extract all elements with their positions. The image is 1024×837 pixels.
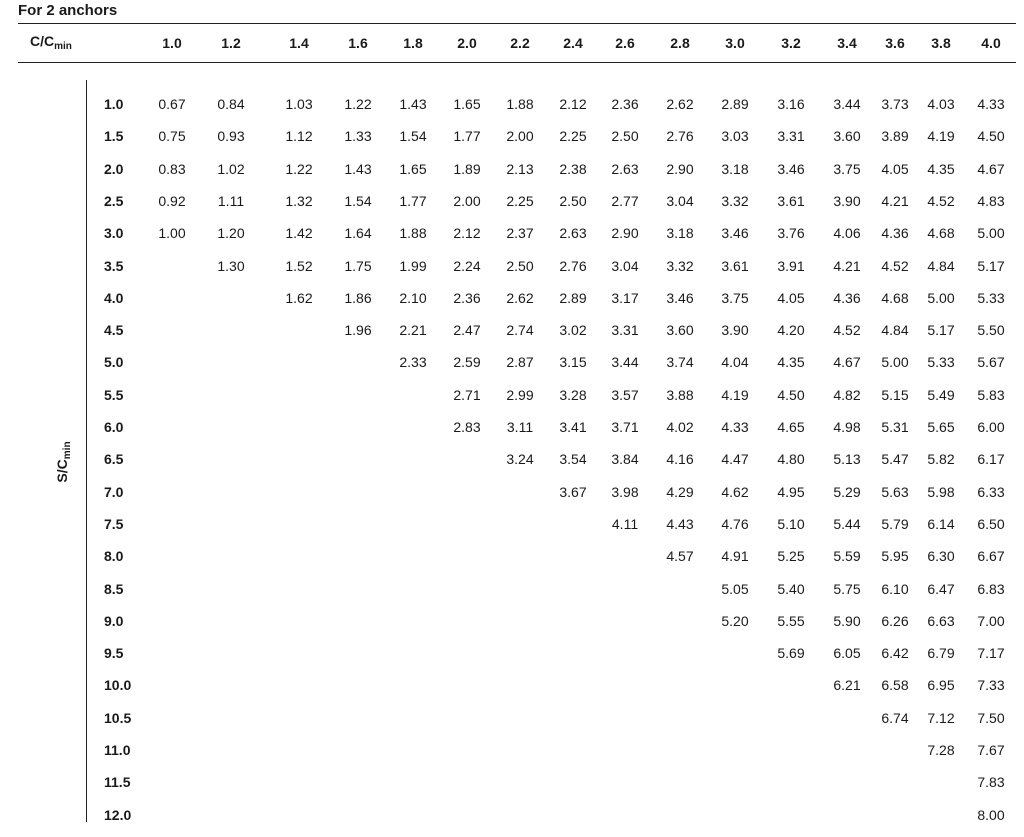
table-cell: 7.83 — [977, 774, 1005, 791]
table-cell: 6.83 — [977, 580, 1005, 597]
table-row — [0, 449, 1024, 481]
table-row — [0, 514, 1024, 546]
row-header: 7.0 — [104, 483, 124, 500]
table-cell: 6.47 — [927, 580, 955, 597]
row-header: 6.0 — [104, 419, 124, 435]
table-cell: 2.50 — [611, 128, 639, 145]
table-cell: 3.57 — [611, 386, 639, 403]
table-cell: 4.84 — [881, 322, 909, 339]
table-cell: 5.40 — [777, 580, 805, 597]
table-cell: 7.00 — [977, 612, 1005, 629]
table-cell: 5.00 — [977, 225, 1005, 242]
table-cell: 4.35 — [927, 160, 955, 177]
table-cell: 5.79 — [881, 515, 909, 532]
table-cell: 5.13 — [833, 451, 861, 468]
table-cell: 3.71 — [611, 419, 639, 435]
table-cell: 2.63 — [559, 225, 587, 242]
column-header: 1.6 — [348, 35, 368, 51]
table-cell: 1.64 — [344, 225, 372, 242]
table-row — [0, 352, 1024, 384]
table-cell: 5.69 — [777, 645, 805, 662]
table-cell: 8.00 — [977, 806, 1005, 823]
table-cell: 4.29 — [666, 483, 694, 500]
table-cell: 3.60 — [833, 128, 861, 145]
column-axis-label-text: C/C — [30, 33, 55, 49]
table-cell: 1.00 — [158, 225, 186, 242]
table-cell: 2.25 — [506, 192, 534, 209]
table-cell: 4.50 — [977, 128, 1005, 145]
table-row — [0, 223, 1024, 255]
table-cell: 4.98 — [833, 419, 861, 435]
table-cell: 3.44 — [833, 96, 861, 112]
table-cell: 2.36 — [453, 289, 481, 306]
table-cell: 1.42 — [285, 225, 313, 242]
table-cell: 5.50 — [977, 322, 1005, 339]
table-cell: 2.33 — [399, 354, 427, 371]
column-header: 4.0 — [981, 35, 1001, 51]
column-header: 1.2 — [221, 35, 241, 51]
column-header: 3.6 — [885, 35, 905, 51]
table-cell: 3.75 — [721, 289, 749, 306]
table-cell: 4.52 — [833, 322, 861, 339]
table-cell: 5.75 — [833, 580, 861, 597]
table-cell: 4.33 — [721, 419, 749, 435]
table-cell: 6.33 — [977, 483, 1005, 500]
table-cell: 3.16 — [777, 96, 805, 112]
table-row — [0, 191, 1024, 223]
table-cell: 4.05 — [881, 160, 909, 177]
table-cell: 5.10 — [777, 515, 805, 532]
table-cell: 4.21 — [881, 192, 909, 209]
table-cell: 3.18 — [721, 160, 749, 177]
column-header: 3.2 — [781, 35, 801, 51]
column-header: 1.0 — [162, 35, 182, 51]
column-header: 3.8 — [931, 35, 951, 51]
row-header: 4.5 — [104, 322, 124, 339]
table-cell: 3.90 — [721, 322, 749, 339]
table-cell: 2.83 — [453, 419, 481, 435]
table-cell: 1.77 — [399, 192, 427, 209]
table-cell: 4.76 — [721, 515, 749, 532]
table-cell: 3.41 — [559, 419, 587, 435]
table-cell: 3.84 — [611, 451, 639, 468]
table-cell: 4.62 — [721, 483, 749, 500]
column-header: 1.8 — [403, 35, 423, 51]
table-cell: 3.46 — [777, 160, 805, 177]
table-cell: 1.32 — [285, 192, 313, 209]
table-cell: 4.57 — [666, 548, 694, 565]
row-header: 3.5 — [104, 257, 124, 274]
table-cell: 1.02 — [217, 160, 245, 177]
table-cell: 3.11 — [506, 419, 534, 435]
table-cell: 2.10 — [399, 289, 427, 306]
table-cell: 2.62 — [506, 289, 534, 306]
table-cell: 4.50 — [777, 386, 805, 403]
table-cell: 5.05 — [721, 580, 749, 597]
table-cell: 3.04 — [666, 192, 694, 209]
table-cell: 5.33 — [927, 354, 955, 371]
table-cell: 2.63 — [611, 160, 639, 177]
table-cell: 2.90 — [611, 225, 639, 242]
table-cell: 4.84 — [927, 257, 955, 274]
table-cell: 2.25 — [559, 128, 587, 145]
table-cell: 2.12 — [453, 225, 481, 242]
row-header: 1.5 — [104, 128, 124, 145]
table-cell: 4.67 — [977, 160, 1005, 177]
table-row — [0, 320, 1024, 352]
table-row — [0, 611, 1024, 643]
table-cell: 4.36 — [833, 289, 861, 306]
table-cell: 5.17 — [977, 257, 1005, 274]
table-cell: 6.00 — [977, 419, 1005, 435]
table-cell: 3.18 — [666, 225, 694, 242]
table-cell: 1.43 — [399, 96, 427, 112]
table-cell: 3.61 — [777, 192, 805, 209]
table-cell: 4.36 — [881, 225, 909, 242]
table-cell: 3.32 — [666, 257, 694, 274]
table-cell: 1.86 — [344, 289, 372, 306]
column-header: 2.2 — [510, 35, 530, 51]
table-cell: 0.84 — [217, 96, 245, 112]
table-row — [0, 579, 1024, 611]
table-cell: 1.43 — [344, 160, 372, 177]
table-cell: 3.44 — [611, 354, 639, 371]
row-header: 11.5 — [104, 774, 131, 791]
row-header: 7.5 — [104, 515, 124, 532]
table-cell: 3.90 — [833, 192, 861, 209]
table-cell: 4.95 — [777, 483, 805, 500]
table-cell: 0.93 — [217, 128, 245, 145]
row-header: 4.0 — [104, 289, 124, 306]
table-cell: 1.96 — [344, 322, 372, 339]
table-cell: 1.12 — [285, 128, 313, 145]
table-cell: 0.67 — [158, 96, 186, 112]
row-header: 8.0 — [104, 548, 124, 565]
column-header: 2.6 — [615, 35, 635, 51]
table-cell: 4.47 — [721, 451, 749, 468]
table-cell: 4.68 — [881, 289, 909, 306]
column-header: 2.4 — [563, 35, 583, 51]
table-cell: 3.89 — [881, 128, 909, 145]
table-row — [0, 482, 1024, 514]
column-header: 3.4 — [837, 35, 857, 51]
table-cell: 5.59 — [833, 548, 861, 565]
table-cell: 4.20 — [777, 322, 805, 339]
row-header: 8.5 — [104, 580, 124, 597]
table-cell: 1.65 — [453, 96, 481, 112]
table-cell: 1.20 — [217, 225, 245, 242]
table-cell: 3.32 — [721, 192, 749, 209]
row-header: 9.0 — [104, 612, 124, 629]
table-cell: 1.75 — [344, 257, 372, 274]
table-cell: 4.19 — [721, 386, 749, 403]
table-cell: 7.50 — [977, 709, 1005, 726]
table-cell: 2.99 — [506, 386, 534, 403]
table-cell: 5.90 — [833, 612, 861, 629]
table-row — [0, 675, 1024, 707]
table-cell: 5.98 — [927, 483, 955, 500]
table-row — [0, 256, 1024, 288]
table-cell: 0.83 — [158, 160, 186, 177]
table-cell: 3.67 — [559, 483, 587, 500]
table-cell: 7.33 — [977, 677, 1005, 694]
table-cell: 6.17 — [977, 451, 1005, 468]
table-row — [0, 417, 1024, 449]
table-cell: 2.71 — [453, 386, 481, 403]
table-row — [0, 708, 1024, 740]
table-cell: 5.00 — [927, 289, 955, 306]
table-cell: 5.25 — [777, 548, 805, 565]
table-cell: 1.03 — [285, 96, 313, 112]
table-cell: 5.00 — [881, 354, 909, 371]
table-cell: 6.79 — [927, 645, 955, 662]
table-row — [0, 94, 1024, 126]
table-cell: 2.13 — [506, 160, 534, 177]
row-header: 2.5 — [104, 192, 124, 209]
table-cell: 5.33 — [977, 289, 1005, 306]
row-header: 3.0 — [104, 225, 124, 242]
table-row — [0, 546, 1024, 578]
table-cell: 3.74 — [666, 354, 694, 371]
table-cell: 1.62 — [285, 289, 313, 306]
table-cell: 4.33 — [977, 96, 1005, 112]
table-cell: 3.60 — [666, 322, 694, 339]
table-cell: 5.55 — [777, 612, 805, 629]
table-cell: 2.89 — [721, 96, 749, 112]
table-cell: 2.50 — [506, 257, 534, 274]
row-header: 6.5 — [104, 451, 124, 468]
table-cell: 3.54 — [559, 451, 587, 468]
table-cell: 3.17 — [611, 289, 639, 306]
table-cell: 5.17 — [927, 322, 955, 339]
table-cell: 5.31 — [881, 419, 909, 435]
table-cell: 6.10 — [881, 580, 909, 597]
table-cell: 1.54 — [344, 192, 372, 209]
table-cell: 5.47 — [881, 451, 909, 468]
table-cell: 2.37 — [506, 225, 534, 242]
table-cell: 6.14 — [927, 515, 955, 532]
table-cell: 1.54 — [399, 128, 427, 145]
table-cell: 3.03 — [721, 128, 749, 145]
table-cell: 1.11 — [217, 192, 245, 209]
table-cell: 4.52 — [881, 257, 909, 274]
table-cell: 1.89 — [453, 160, 481, 177]
table-cell: 2.90 — [666, 160, 694, 177]
table-cell: 2.00 — [506, 128, 534, 145]
table-cell: 3.28 — [559, 386, 587, 403]
table-caption: For 2 anchors — [18, 2, 118, 19]
table-cell: 0.75 — [158, 128, 186, 145]
table-cell: 4.21 — [833, 257, 861, 274]
table-cell: 4.16 — [666, 451, 694, 468]
table-cell: 3.61 — [721, 257, 749, 274]
column-header: 2.8 — [670, 35, 690, 51]
table-cell: 5.83 — [977, 386, 1005, 403]
table-cell: 2.00 — [453, 192, 481, 209]
table-cell: 2.87 — [506, 354, 534, 371]
table-cell: 2.38 — [559, 160, 587, 177]
table-cell: 3.46 — [666, 289, 694, 306]
table-cell: 1.65 — [399, 160, 427, 177]
row-header: 1.0 — [104, 96, 124, 112]
table-row — [0, 643, 1024, 675]
table-cell: 2.76 — [666, 128, 694, 145]
table-cell: 3.73 — [881, 96, 909, 112]
table-row — [0, 385, 1024, 417]
table-cell: 3.91 — [777, 257, 805, 274]
table-cell: 4.43 — [666, 515, 694, 532]
row-header: 5.0 — [104, 354, 124, 371]
table-cell: 5.49 — [927, 386, 955, 403]
table-cell: 3.02 — [559, 322, 587, 339]
table-cell: 6.42 — [881, 645, 909, 662]
column-header: 3.0 — [725, 35, 745, 51]
table-cell: 4.19 — [927, 128, 955, 145]
row-axis-label-subscript: min — [62, 441, 73, 460]
table-cell: 3.04 — [611, 257, 639, 274]
column-axis-label-subscript: min — [54, 41, 72, 52]
table-cell: 5.44 — [833, 515, 861, 532]
table-cell: 6.95 — [927, 677, 955, 694]
table-cell: 4.11 — [611, 515, 639, 532]
table-cell: 4.67 — [833, 354, 861, 371]
table-cell: 2.74 — [506, 322, 534, 339]
table-cell: 4.65 — [777, 419, 805, 435]
row-header: 9.5 — [104, 645, 124, 662]
table-cell: 7.28 — [927, 742, 955, 758]
table-cell: 5.67 — [977, 354, 1005, 371]
column-header: 1.4 — [289, 35, 309, 51]
table-cell: 2.12 — [559, 96, 587, 112]
table-row — [0, 772, 1024, 804]
table-row — [0, 126, 1024, 158]
table-cell: 5.82 — [927, 451, 955, 468]
table-cell: 6.67 — [977, 548, 1005, 565]
table-cell: 2.50 — [559, 192, 587, 209]
table-cell: 3.75 — [833, 160, 861, 177]
table-cell: 1.33 — [344, 128, 372, 145]
row-header: 5.5 — [104, 386, 124, 403]
table-cell: 1.77 — [453, 128, 481, 145]
table-cell: 1.88 — [399, 225, 427, 242]
table-cell: 3.98 — [611, 483, 639, 500]
table-cell: 6.21 — [833, 677, 861, 694]
top-rule — [18, 23, 1016, 24]
table-cell: 2.24 — [453, 257, 481, 274]
row-axis-label-text: S/C — [54, 459, 70, 483]
table-row — [0, 288, 1024, 320]
table-cell: 4.06 — [833, 225, 861, 242]
table-cell: 4.82 — [833, 386, 861, 403]
table-cell: 5.65 — [927, 419, 955, 435]
table-cell: 1.88 — [506, 96, 534, 112]
table-cell: 5.63 — [881, 483, 909, 500]
table-row — [0, 740, 1024, 772]
table-cell: 4.83 — [977, 192, 1005, 209]
table-cell: 3.24 — [506, 451, 534, 468]
row-header: 10.5 — [104, 709, 132, 726]
column-header: 2.0 — [457, 35, 477, 51]
table-cell: 4.68 — [927, 225, 955, 242]
row-header: 10.0 — [104, 677, 132, 694]
column-axis-label — [30, 33, 72, 52]
table-cell: 2.77 — [611, 192, 639, 209]
table-cell: 5.15 — [881, 386, 909, 403]
table-cell: 5.29 — [833, 483, 861, 500]
table-cell: 4.04 — [721, 354, 749, 371]
table-cell: 3.46 — [721, 225, 749, 242]
table-cell: 4.91 — [721, 548, 749, 565]
table-cell: 7.17 — [977, 645, 1005, 662]
row-header: 2.0 — [104, 160, 124, 177]
row-header: 12.0 — [104, 806, 132, 823]
table-cell: 3.15 — [559, 354, 587, 371]
table-cell: 4.02 — [666, 419, 694, 435]
table-cell: 6.26 — [881, 612, 909, 629]
table-cell: 4.35 — [777, 354, 805, 371]
table-cell: 4.05 — [777, 289, 805, 306]
table-cell: 7.12 — [927, 709, 955, 726]
table-cell: 6.30 — [927, 548, 955, 565]
table-cell: 1.22 — [344, 96, 372, 112]
table-cell: 6.58 — [881, 677, 909, 694]
table-row — [0, 159, 1024, 191]
table-cell: 1.52 — [285, 257, 313, 274]
table-cell: 2.47 — [453, 322, 481, 339]
table-cell: 2.21 — [399, 322, 427, 339]
table-cell: 5.95 — [881, 548, 909, 565]
table-cell: 6.50 — [977, 515, 1005, 532]
table-cell: 3.76 — [777, 225, 805, 242]
table-cell: 6.63 — [927, 612, 955, 629]
table-cell: 5.20 — [721, 612, 749, 629]
bottom-header-rule — [18, 62, 1016, 63]
table-cell: 6.05 — [833, 645, 861, 662]
table-cell: 3.31 — [777, 128, 805, 145]
table-cell: 2.89 — [559, 289, 587, 306]
table-cell: 3.88 — [666, 386, 694, 403]
table-cell: 1.30 — [217, 257, 245, 274]
table-cell: 4.52 — [927, 192, 955, 209]
row-header: 11.0 — [104, 742, 131, 758]
table-cell: 2.59 — [453, 354, 481, 371]
table-cell: 2.76 — [559, 257, 587, 274]
table-cell: 7.67 — [977, 742, 1005, 758]
table-cell: 1.99 — [399, 257, 427, 274]
table-cell: 2.62 — [666, 96, 694, 112]
table-cell: 3.31 — [611, 322, 639, 339]
table-cell: 1.22 — [285, 160, 313, 177]
table-cell: 0.92 — [158, 192, 186, 209]
table-cell: 2.36 — [611, 96, 639, 112]
table-cell: 6.74 — [881, 709, 909, 726]
table-cell: 4.80 — [777, 451, 805, 468]
table-cell: 4.03 — [927, 96, 955, 112]
